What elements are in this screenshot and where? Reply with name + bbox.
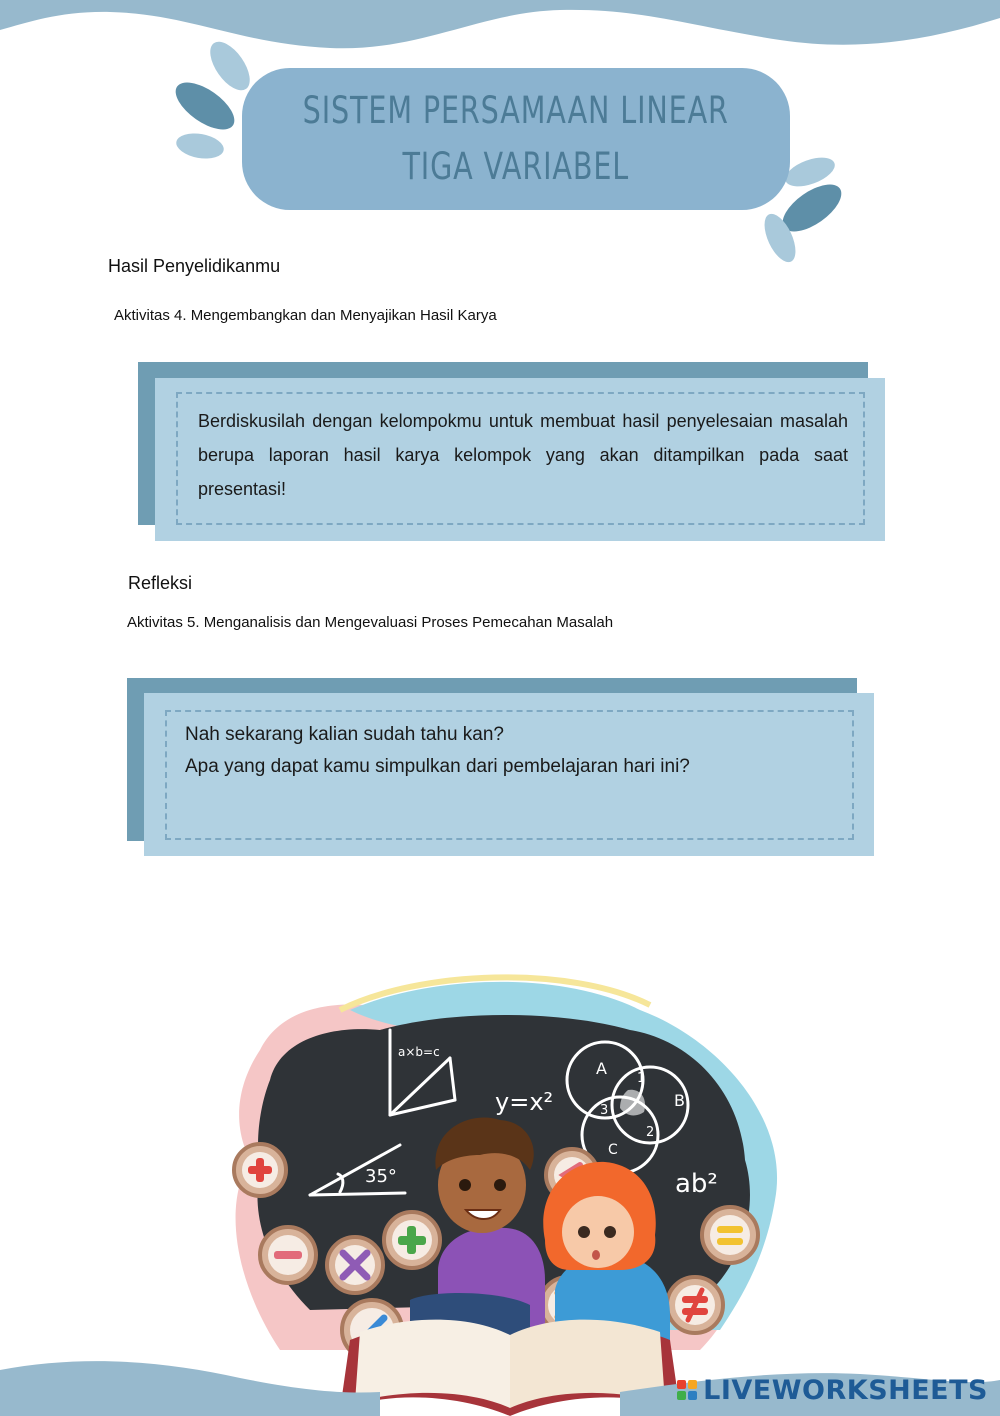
- top-wave-decoration: [0, 0, 1000, 60]
- title-line-1: SISTEM PERSAMAAN LINEAR: [302, 89, 730, 132]
- reflection-line-1: Nah sekarang kalian sudah tahu kan?: [185, 724, 505, 745]
- section-heading-reflection: Refleksi: [128, 573, 193, 593]
- activity-4-instruction: Berdiskusilah dengan kelompokmu untuk membuat hasil penyelesaian masalah berupa laporan hasil karya kelompok yang akan ditampilkan pada saat presentasi!: [198, 411, 848, 499]
- title-banner: [242, 68, 790, 210]
- activity-5-question: [185, 719, 835, 783]
- plus-coin: [234, 1144, 286, 1196]
- section-heading-results: Hasil Penyelidikanmu: [108, 256, 281, 276]
- add-coin: [384, 1212, 440, 1268]
- venn-label-b: B: [674, 1091, 685, 1110]
- venn-label-c: C: [608, 1142, 618, 1158]
- board-power-label: ab²: [675, 1169, 718, 1199]
- multiply-coin: [327, 1237, 383, 1293]
- equals-coin: [702, 1207, 758, 1263]
- reflection-line-2: Apa yang dapat kamu simpulkan dari pembelajaran hari ini?: [185, 756, 690, 777]
- board-formula-axb: a×b=c: [398, 1045, 440, 1059]
- not-equal-coin: [667, 1277, 723, 1333]
- board-formula-yx2: y=x²: [495, 1088, 554, 1116]
- board-angle-label: 35°: [365, 1166, 397, 1187]
- minus-coin: [260, 1227, 316, 1283]
- venn-label-a: A: [596, 1059, 607, 1078]
- venn-label-3: 3: [600, 1103, 609, 1118]
- venn-label-1: 1: [637, 1071, 646, 1086]
- activity-4-label: Aktivitas 4. Mengembangkan dan Menyajikan Hasil Karya: [114, 307, 497, 324]
- brand-logo-icon: [677, 1380, 697, 1400]
- title-line-2: TIGA VARIABEL: [402, 145, 630, 188]
- liveworksheets-logo: [677, 1370, 988, 1410]
- activity-5-label: Aktivitas 5. Menganalisis dan Mengevaluasi Proses Pemecahan Masalah: [127, 614, 614, 631]
- venn-label-2: 2: [646, 1125, 655, 1140]
- brand-name: LIVEWORKSHEETS: [703, 1374, 988, 1406]
